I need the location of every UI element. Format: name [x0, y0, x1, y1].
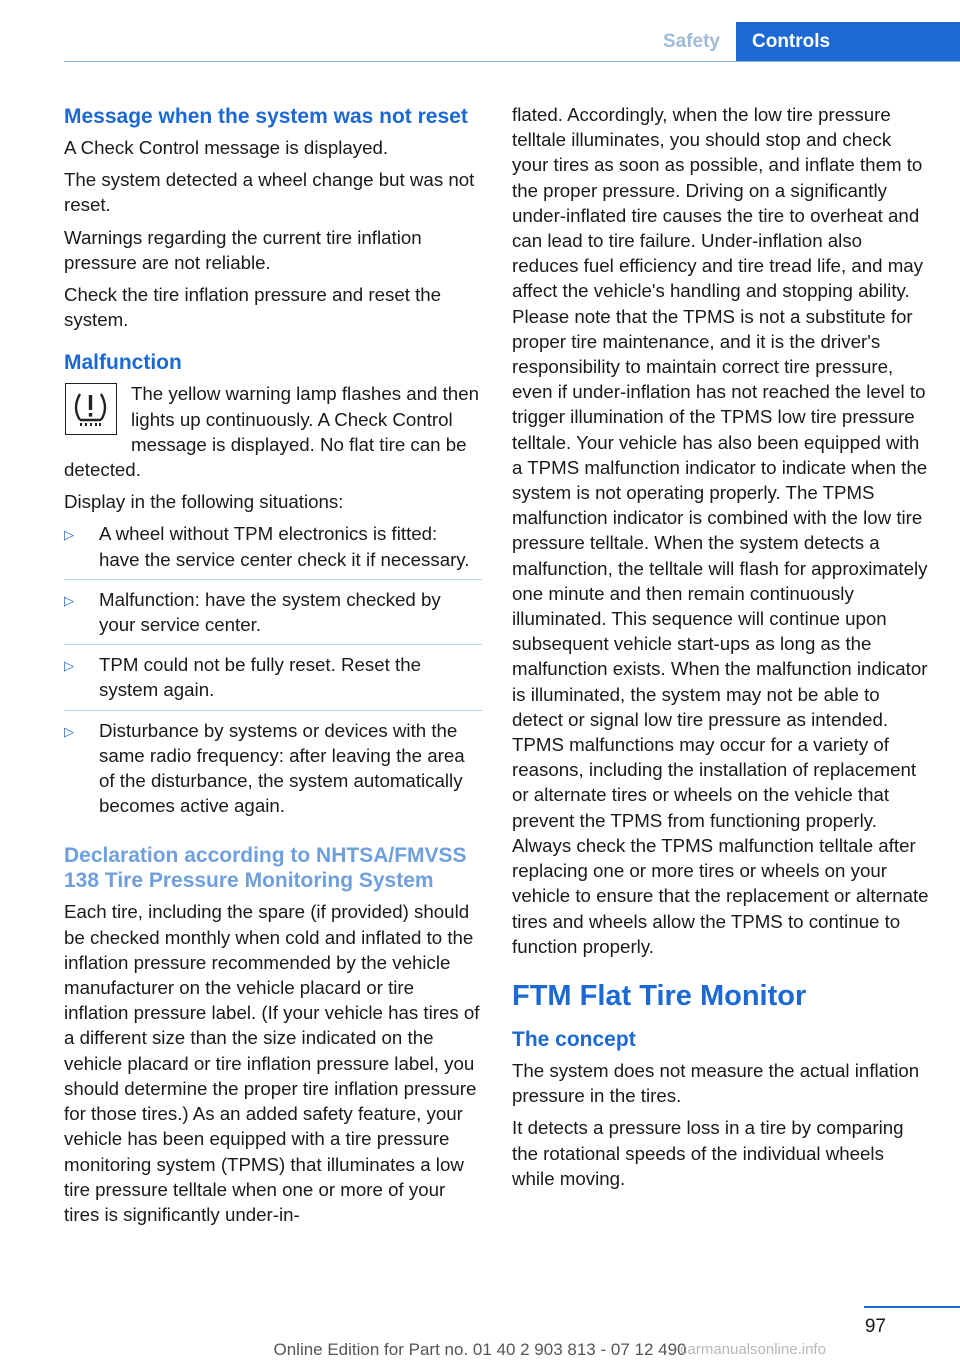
declaration-paragraph: Each tire, including the spare (if provided) should be checked monthly when cold and inflated to the inflation pressure recommended by the vehicle manufacturer on the vehicle placard or tire inflation pressure label. (If your vehicle has tires of a different size than the size indicated on the vehicle placard or tire inflation pressure label, you should determine the proper tire inflation pressure for those tires.) As an added safety feature, your vehicle has been equipped with a tire pressure monitoring system (TPMS) that illuminates a low tire pressure telltale when one or more of your tires is significantly under-in- [64, 901, 480, 1225]
left-column [64, 102, 482, 1234]
heading-not-reset: Message when the system was not reset [64, 105, 468, 128]
list-item [64, 718, 482, 826]
header-rule [64, 61, 960, 62]
list-item-text: TPM could not be fully reset. Reset the system again. [99, 654, 421, 701]
paragraph: A Check Control message is displayed. [64, 137, 389, 158]
malfunction-block [64, 381, 482, 489]
list-item-text: Malfunction: have the system checked by your service center. [99, 588, 441, 636]
bullet-arrow-icon: ▷ [64, 527, 74, 543]
list-item-text: Disturbance by systems or devices with the same radio frequency: after leaving the area of the disturbance, the system automatically becomes active again. [99, 719, 465, 817]
heading-concept: The concept [512, 1027, 636, 1051]
watermark: carmanualsonline.info [680, 1341, 826, 1358]
tab-controls[interactable]: Controls [736, 22, 960, 62]
bullet-arrow-icon: ▷ [64, 592, 74, 608]
paragraph: The system does not measure the actual inflation pressure in the tires. [512, 1059, 920, 1107]
list-item [64, 521, 482, 579]
tpms-warning-icon [65, 383, 117, 435]
paragraph: The system detected a wheel change but was not reset. [64, 169, 475, 216]
right-column [512, 102, 930, 1198]
tab-safety[interactable]: Safety [662, 31, 720, 52]
list-item-text: A wheel without TPM electronics is fitted: have the service center check it if necessary. [99, 523, 470, 570]
heading-malfunction: Malfunction [64, 351, 182, 375]
bullet-arrow-icon: ▷ [64, 658, 74, 674]
bullet-arrow-icon: ▷ [64, 723, 74, 739]
list-item [64, 587, 482, 645]
declaration-continued: flated. Accordingly, when the low tire pressure telltale illuminates, you should stop and check your tires as soon as possible, and inflate them to the proper pressure. Driving on a significantly under-inflated tire causes the tire to overheat and can lead to tire failure. Under-inflation also reduces fuel efficiency and tire tread life, and may affect the vehicle's handling and stopping ability. Please note that the TPMS is not a substitute for proper tire maintenance, and it is the driver's responsibility to maintain correct tire pressure, even if under-inflation has not reached the level to trigger illumination of the TPMS low tire pressure telltale. Your vehicle has also been equipped with a TPMS malfunction indicator to indicate when the system is not operating properly. The TPMS malfunction indicator is combined with the low tire pressure telltale. When the system detects a malfunction, the telltale will flash for approximately one minute and then remain continuously illuminated. This sequence will continue upon subsequent vehicle start-ups as long as the malfunction exists. When the malfunction indicator is illuminated, the system may not be able to detect or signal low tire pressure as intended. TPMS malfunctions may occur for a variety of reasons, including the installation of replacement or alternate tires or wheels on the vehicle that prevent the TPMS from functioning properly. Always check the TPMS malfunction telltale after replacing one or more tires or wheels on your vehicle to ensure that the replacement or alternate tires and wheels allow the TPMS to continue to function properly. [512, 104, 929, 957]
footer-rule [864, 1306, 960, 1308]
list-item [64, 652, 482, 710]
paragraph: Check the tire inflation pressure and reset the system. [64, 284, 442, 331]
display-intro: Display in the following situations: [64, 491, 344, 513]
paragraph: It detects a pressure loss in a tire by comparing the rotational speeds of the individual wheels while moving. [512, 1117, 904, 1189]
heading-declaration: Declaration according to NHTSA/FMVSS 138 Tire Pressure Monitoring System [64, 844, 467, 893]
edition-footer: Online Edition for Part no. 01 40 2 903 813 - 07 12 490 [273, 1340, 687, 1359]
situation-list [64, 521, 482, 825]
paragraph: Warnings regarding the current tire inflation pressure are not reliable. [64, 226, 422, 273]
malfunction-text: The yellow warning lamp flashes and then lights up continuously. A Check Control message is displayed. No flat tire can be detected. [64, 383, 479, 481]
heading-ftm: FTM Flat Tire Monitor [512, 979, 807, 1012]
page-number: 97 [864, 1316, 886, 1337]
